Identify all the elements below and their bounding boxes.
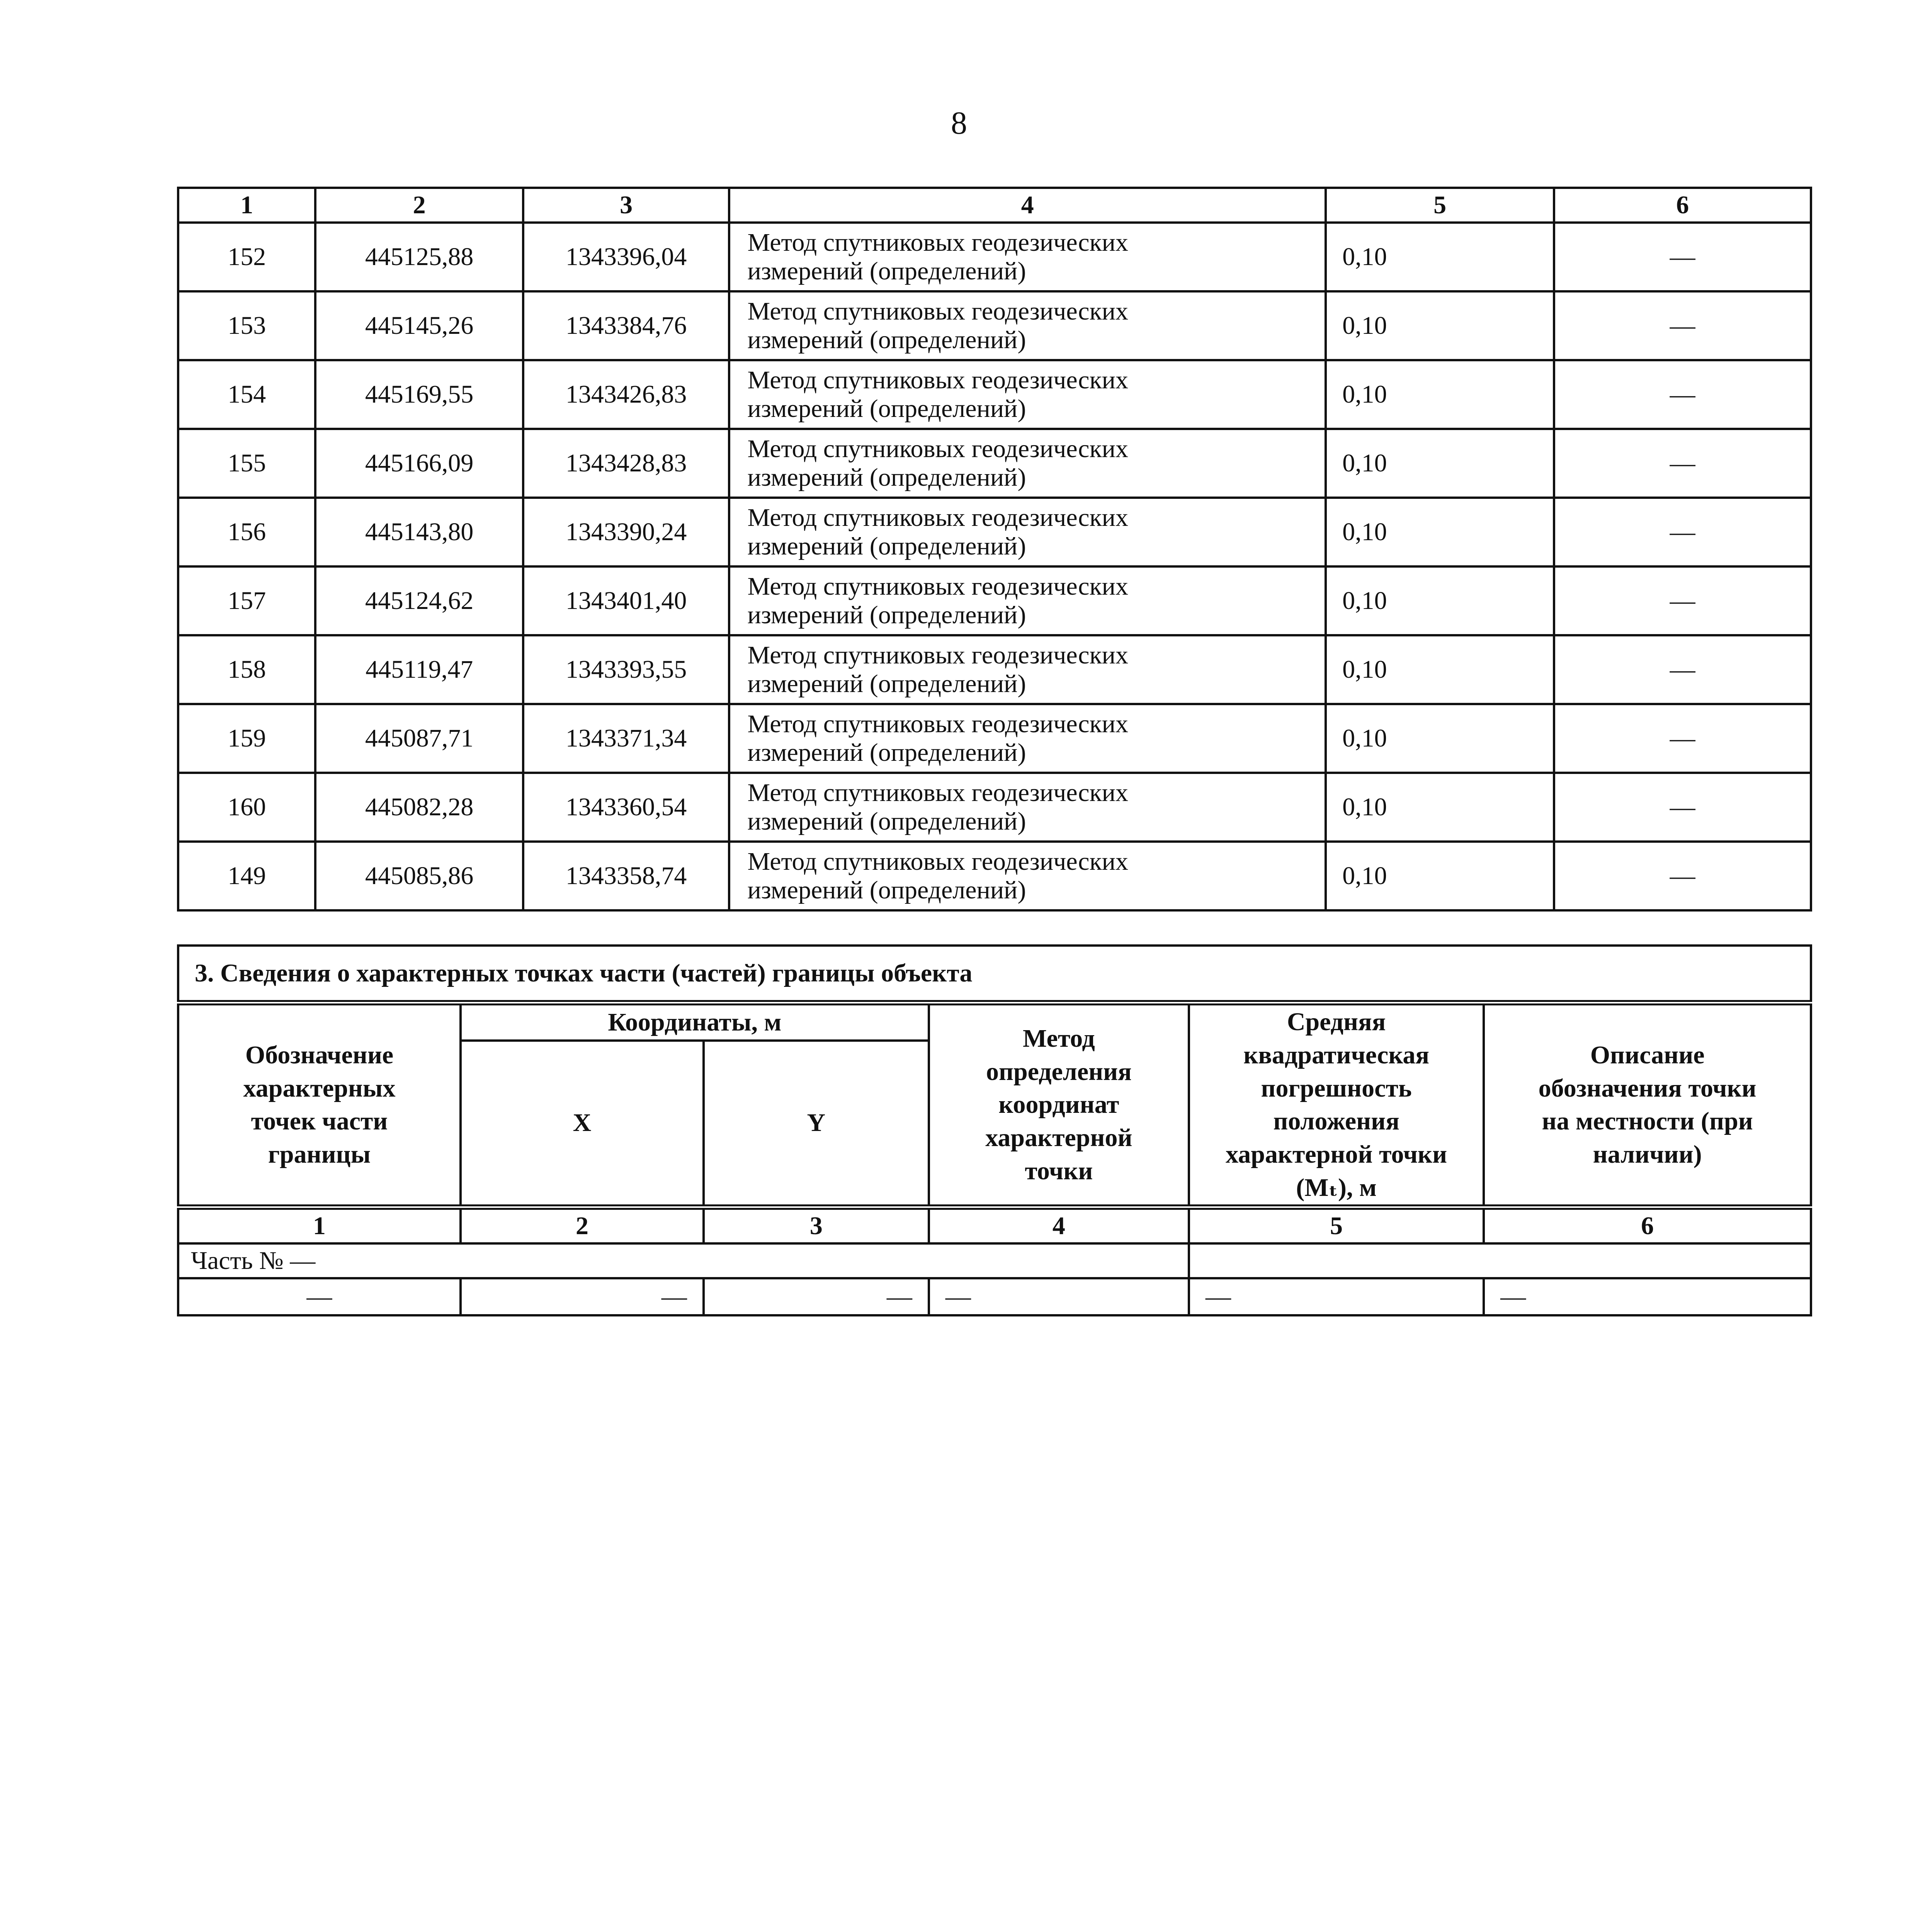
method-line-2: измерений (определений) — [747, 876, 1026, 904]
description-cell: — — [1554, 773, 1811, 842]
header-x: X — [461, 1041, 704, 1207]
coord-x-cell: 445143,80 — [315, 498, 523, 566]
description-cell: — — [1554, 360, 1811, 429]
coord-x-cell: 445082,28 — [315, 773, 523, 842]
method-cell — [729, 498, 1326, 566]
coord-x-cell: 445087,71 — [315, 704, 523, 773]
method-line-2: измерений (определений) — [747, 670, 1026, 698]
method-cell — [729, 773, 1326, 842]
mean-error-cell: 0,10 — [1326, 635, 1554, 704]
method-line-1: Метод спутниковых геодезических — [747, 503, 1128, 532]
method-line-1: Метод спутниковых геодезических — [747, 641, 1128, 670]
point-number-cell: 156 — [178, 498, 315, 566]
table-row — [178, 704, 1811, 773]
header-method: Метод определения координат характерной точки — [929, 1003, 1189, 1207]
method-line-2: измерений (определений) — [747, 257, 1026, 285]
coord-y-cell: 1343358,74 — [523, 842, 729, 910]
method-cell — [729, 566, 1326, 635]
table-row — [178, 566, 1811, 635]
coord-x-cell: 445085,86 — [315, 842, 523, 910]
header-point-designation: Обозначение характерных точек части границы — [178, 1003, 461, 1207]
mean-error-cell: 0,10 — [1326, 360, 1554, 429]
coord-y-cell: 1343396,04 — [523, 223, 729, 291]
table-row — [178, 498, 1811, 566]
mean-error-cell: 0,10 — [1326, 566, 1554, 635]
column-number: 4 — [929, 1207, 1189, 1243]
description-cell: — — [1554, 842, 1811, 910]
coordinates-table — [177, 187, 1812, 912]
method-line-1: Метод спутниковых геодезических — [747, 366, 1128, 395]
method-line-2: измерений (определений) — [747, 463, 1026, 492]
method-cell — [729, 360, 1326, 429]
method-line-2: измерений (определений) — [747, 395, 1026, 423]
description-cell: — — [1554, 635, 1811, 704]
mean-error-cell: 0,10 — [1326, 429, 1554, 498]
header-cell: 3 — [523, 188, 729, 223]
method-cell — [729, 291, 1326, 360]
method-line-2: измерений (определений) — [747, 807, 1026, 835]
table-row — [178, 773, 1811, 842]
table-row — [178, 360, 1811, 429]
column-number: 6 — [1484, 1207, 1811, 1243]
method-line-2: измерений (определений) — [747, 326, 1026, 354]
coord-y-cell: 1343426,83 — [523, 360, 729, 429]
mean-error-cell: 0,10 — [1326, 842, 1554, 910]
part-label: Часть № — — [178, 1243, 1189, 1278]
method-line-1: Метод спутниковых геодезических — [747, 228, 1128, 257]
coord-y-cell: 1343360,54 — [523, 773, 729, 842]
header-cell: 4 — [729, 188, 1326, 223]
point-number-cell: 155 — [178, 429, 315, 498]
dash-cell: — — [704, 1278, 929, 1315]
method-line-2: измерений (определений) — [747, 532, 1026, 560]
point-number-cell: 149 — [178, 842, 315, 910]
table-row — [178, 429, 1811, 498]
description-cell: — — [1554, 291, 1811, 360]
header-cell: 2 — [315, 188, 523, 223]
method-cell — [729, 842, 1326, 910]
column-number: 1 — [178, 1207, 461, 1243]
mean-error-cell: 0,10 — [1326, 291, 1554, 360]
method-line-1: Метод спутниковых геодезических — [747, 572, 1128, 601]
method-line-1: Метод спутниковых геодезических — [747, 435, 1128, 463]
coord-y-cell: 1343393,55 — [523, 635, 729, 704]
header-cell: 1 — [178, 188, 315, 223]
method-cell — [729, 429, 1326, 498]
dash-cell: — — [929, 1278, 1189, 1315]
mean-error-cell: 0,10 — [1326, 223, 1554, 291]
method-line-2: измерений (определений) — [747, 601, 1026, 629]
method-cell — [729, 635, 1326, 704]
header-coordinates: Координаты, м — [461, 1003, 929, 1041]
point-number-cell: 153 — [178, 291, 315, 360]
table-row — [178, 635, 1811, 704]
point-number-cell: 152 — [178, 223, 315, 291]
dash-cell: — — [461, 1278, 704, 1315]
method-cell — [729, 223, 1326, 291]
dash-cell: — — [178, 1278, 461, 1315]
column-number: 5 — [1189, 1207, 1484, 1243]
dash-cell: — — [1189, 1278, 1484, 1315]
section-title: 3. Сведения о характерных точках части (частей) границы объекта — [178, 946, 1811, 1003]
description-cell: — — [1554, 498, 1811, 566]
part-points-table — [177, 944, 1812, 1316]
mean-error-cell: 0,10 — [1326, 704, 1554, 773]
header-y: Y — [704, 1041, 929, 1207]
table-header-row — [178, 188, 1811, 223]
coord-x-cell: 445125,88 — [315, 223, 523, 291]
part-empty-cell — [1189, 1243, 1811, 1278]
coord-y-cell: 1343390,24 — [523, 498, 729, 566]
point-number-cell: 157 — [178, 566, 315, 635]
column-number: 2 — [461, 1207, 704, 1243]
description-cell: — — [1554, 566, 1811, 635]
table-row — [178, 842, 1811, 910]
header-mean-error: Средняя квадратическая погрешность положения характерной точки (Mₜ), м — [1189, 1003, 1484, 1207]
header-description: Описание обозначения точки на местности (при наличии) — [1484, 1003, 1811, 1207]
coord-y-cell: 1343401,40 — [523, 566, 729, 635]
method-line-1: Метод спутниковых геодезических — [747, 297, 1128, 326]
coord-x-cell: 445166,09 — [315, 429, 523, 498]
coord-y-cell: 1343428,83 — [523, 429, 729, 498]
method-line-1: Метод спутниковых геодезических — [747, 779, 1128, 807]
coord-x-cell: 445145,26 — [315, 291, 523, 360]
column-number: 3 — [704, 1207, 929, 1243]
mean-error-cell: 0,10 — [1326, 498, 1554, 566]
page-number: 8 — [951, 105, 967, 141]
point-number-cell: 158 — [178, 635, 315, 704]
table-row — [178, 291, 1811, 360]
point-number-cell: 154 — [178, 360, 315, 429]
point-number-cell: 160 — [178, 773, 315, 842]
method-line-1: Метод спутниковых геодезических — [747, 710, 1128, 738]
description-cell: — — [1554, 429, 1811, 498]
dash-cell: — — [1484, 1278, 1811, 1315]
description-cell: — — [1554, 704, 1811, 773]
mean-error-cell: 0,10 — [1326, 773, 1554, 842]
method-cell — [729, 704, 1326, 773]
coord-x-cell: 445124,62 — [315, 566, 523, 635]
header-cell: 6 — [1554, 188, 1811, 223]
coord-y-cell: 1343371,34 — [523, 704, 729, 773]
coord-y-cell: 1343384,76 — [523, 291, 729, 360]
point-number-cell: 159 — [178, 704, 315, 773]
coord-x-cell: 445119,47 — [315, 635, 523, 704]
coord-x-cell: 445169,55 — [315, 360, 523, 429]
method-line-2: измерений (определений) — [747, 738, 1026, 767]
method-line-1: Метод спутниковых геодезических — [747, 847, 1128, 876]
table-row — [178, 223, 1811, 291]
description-cell: — — [1554, 223, 1811, 291]
header-cell: 5 — [1326, 188, 1554, 223]
